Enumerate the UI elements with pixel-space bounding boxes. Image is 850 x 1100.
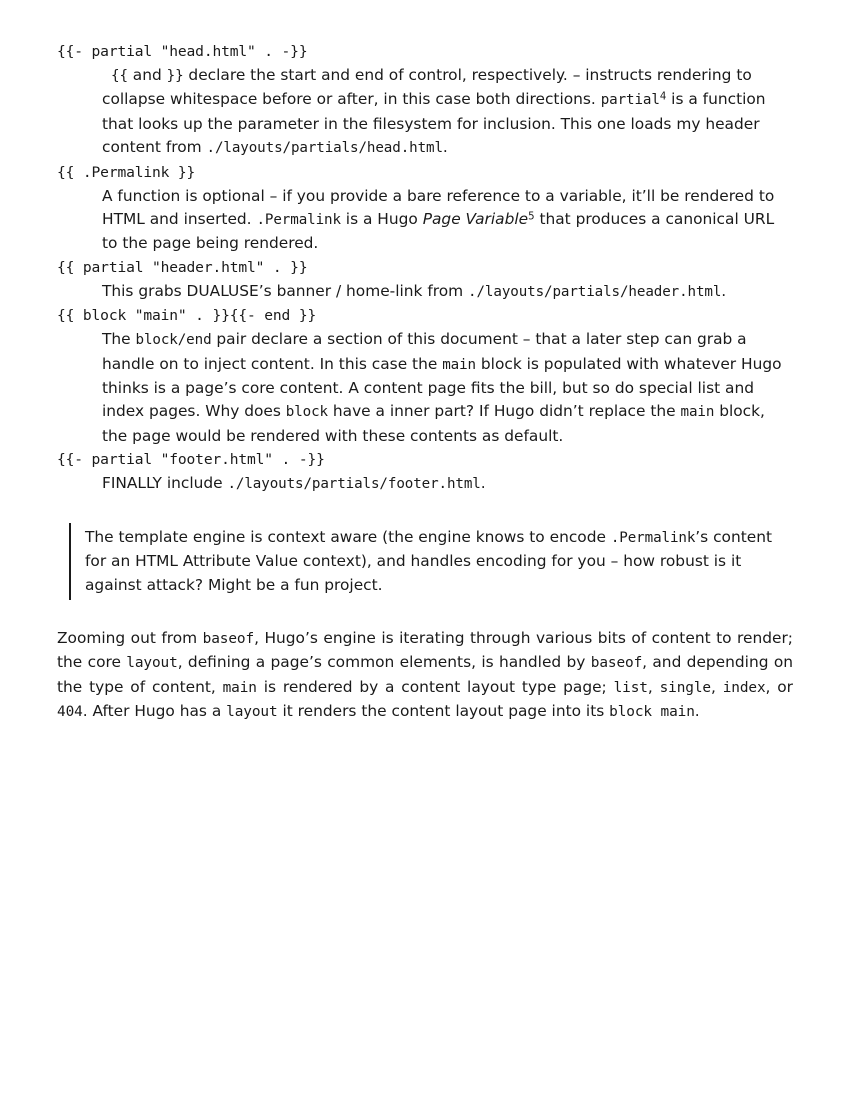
inline-code: block/end — [135, 332, 212, 349]
body-text: it renders the content layout page into its — [277, 702, 610, 721]
body-text: declare the start and end of control, respectively. – instructs rendering to collapse whitespace before or after, in this case both directions. — [102, 66, 752, 109]
inline-code: .Permalink — [256, 212, 341, 229]
inline-code: main — [222, 679, 257, 696]
inline-code: list — [613, 679, 648, 696]
footnote-marker[interactable]: 4 — [659, 91, 667, 103]
template-directive-list — [57, 40, 793, 497]
directive-code-permalink-variable: {{ .Permalink }} — [57, 163, 196, 181]
body-text: . — [442, 138, 448, 157]
inline-code: {{ — [111, 68, 128, 84]
inline-code: partial — [600, 92, 660, 109]
body-text: is a function that looks up the parameter in the filesystem for inclusion. This one loads my header content from — [102, 90, 766, 157]
body-text: and — [127, 66, 167, 84]
directive-description-head-partial — [102, 64, 793, 161]
inline-code: ./layouts/partials/header.html — [468, 283, 722, 300]
directive-description-header-partial — [102, 280, 793, 304]
inline-code: ./layouts/partials/footer.html — [227, 476, 481, 493]
body-text: ’s content for an HTML Attribute Value context), and handles encoding for you – how robust is it against attack? Might be a fun project. — [85, 527, 773, 594]
aside-callout-text — [85, 528, 772, 594]
body-text: , — [647, 677, 660, 696]
closing-paragraph — [57, 627, 793, 725]
body-text: have a inner part? If Hugo didn’t replace the — [328, 402, 681, 421]
body-text: block is populated with whatever Hugo thinks is a page’s core content. A content page fits the bill, but so do special list and index pages. Why does — [102, 354, 782, 421]
directive-code-footer-partial: {{- partial "footer.html" . -}} — [57, 451, 325, 469]
body-text: , defining a page’s common elements, is handled by — [177, 653, 591, 672]
inline-code: 404 — [57, 704, 83, 721]
inline-code: layout — [226, 704, 278, 721]
directive-code-head-partial: {{- partial "head.html" . -}} — [57, 43, 308, 60]
inline-code: single — [659, 679, 711, 696]
inline-code: layout — [126, 655, 178, 672]
body-text: . — [480, 474, 486, 493]
body-text: pair declare a section of this document – that a later step can grab a handle on to inject content. In this case the — [102, 330, 747, 373]
body-text: block, the page would be rendered with these contents as default. — [102, 402, 765, 445]
body-text: , — [710, 677, 723, 696]
body-text: is rendered by a content layout type page; — [256, 677, 614, 696]
body-text: that produces a canonical URL to the page being rendered. — [102, 210, 775, 253]
inline-code: block main — [609, 704, 695, 721]
body-text: . After Hugo has a — [82, 702, 227, 721]
body-text: This grabs DUALUSE’s banner / home-link from — [102, 281, 469, 300]
directive-description-footer-partial — [102, 472, 793, 496]
directive-code-main-block: {{ block "main" . }}{{- end }} — [57, 307, 317, 325]
directive-description-main-block — [102, 328, 793, 448]
body-text: is a Hugo — [340, 210, 423, 229]
body-text: The template engine is context aware (the engine knows to encode — [85, 527, 611, 546]
directive-description-permalink-variable — [102, 185, 793, 256]
inline-code: block — [285, 404, 328, 421]
inline-code: index — [722, 679, 766, 696]
emphasis-text: Page Variable — [422, 210, 529, 229]
body-text: A function is optional – if you provide a bare reference to a variable, it’ll be rendered to HTML and inserted. — [102, 186, 775, 229]
inline-code: }} — [166, 68, 184, 84]
body-text: , Hugo’s engine is iterating through various bits of content to render; the core — [57, 628, 793, 672]
body-text: The — [102, 330, 136, 349]
aside-callout — [69, 523, 793, 600]
inline-code: baseof — [590, 655, 643, 672]
body-text: FINALLY include — [102, 474, 228, 493]
body-text: . — [694, 702, 700, 721]
body-text: , and depending on the type of content, — [57, 653, 793, 696]
body-text: Zooming out from — [57, 628, 203, 647]
inline-code: baseof — [202, 630, 255, 647]
directive-code-header-partial: {{ partial "header.html" . }} — [57, 258, 308, 276]
body-text: , or — [765, 677, 793, 696]
inline-code: ./layouts/partials/head.html — [206, 140, 443, 157]
inline-code: main — [442, 356, 476, 373]
inline-code: main — [680, 404, 715, 421]
inline-code: .Permalink — [610, 529, 696, 546]
body-text: . — [721, 281, 727, 300]
footnote-marker[interactable]: 5 — [528, 211, 535, 223]
